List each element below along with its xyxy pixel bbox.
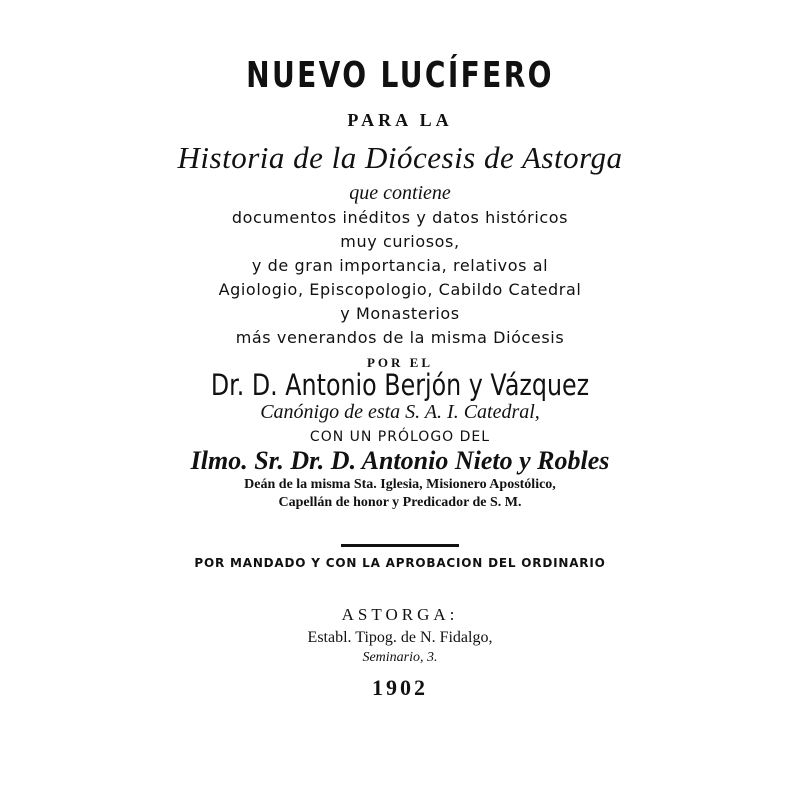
subtitle-historia: Historia de la Diócesis de Astorga xyxy=(177,140,623,175)
description-line: muy curiosos, xyxy=(340,232,460,251)
imprint-printer: Establ. Tipog. de N. Fidalgo, xyxy=(307,629,493,646)
book-title: NUEVO LUCÍFERO xyxy=(246,55,554,96)
imprint-address: Seminario, 3. xyxy=(362,650,438,665)
description-line: más venerandos de la misma Diócesis xyxy=(235,328,565,347)
description-line: documentos inéditos y datos históricos xyxy=(231,208,569,227)
author-name: Dr. D. Antonio Berjón y Vázquez xyxy=(210,368,590,402)
approval-text: POR MANDADO Y CON LA APROBACION DEL ORDINARIO xyxy=(194,556,606,570)
publication-year: 1902 xyxy=(372,675,428,700)
prologue-author-title: Capellán de honor y Predicador de S. M. xyxy=(278,495,522,510)
prologue-author-title: Deán de la misma Sta. Iglesia, Misionero Apostólico, xyxy=(244,477,556,492)
description-line: y Monasterios xyxy=(340,304,460,323)
divider-rule xyxy=(341,544,459,547)
author-title: Canónigo de esta S. A. I. Catedral, xyxy=(260,401,540,423)
description-line: Agiologio, Episcopologio, Cabildo Catedral xyxy=(218,280,582,299)
description-line: y de gran importancia, relativos al xyxy=(251,256,549,275)
por-el-text: POR EL xyxy=(366,355,434,370)
para-la-text: PARA LA xyxy=(347,110,453,130)
imprint-city: ASTORGA: xyxy=(341,605,459,624)
prologue-label: CON UN PRÓLOGO DEL xyxy=(309,429,491,445)
que-contiene-text: que contiene xyxy=(349,182,451,204)
prologue-author: Ilmo. Sr. Dr. D. Antonio Nieto y Robles xyxy=(190,446,610,475)
